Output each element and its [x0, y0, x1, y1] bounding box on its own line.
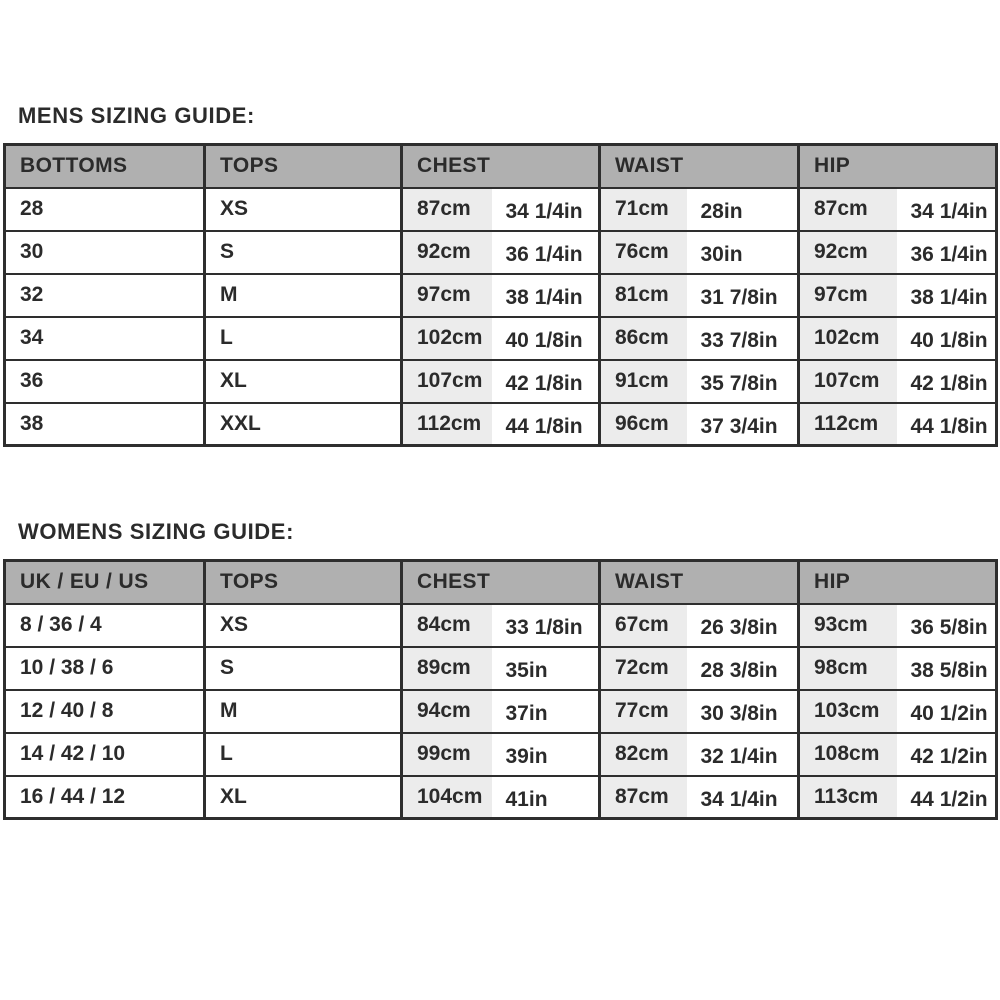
cell-waist-cm: 72cm	[600, 647, 687, 690]
cell-waist-in: 34 1/4in	[687, 776, 799, 819]
cell-waist-cm: 77cm	[600, 690, 687, 733]
cell-size: 36	[5, 360, 205, 403]
table-row	[5, 776, 997, 819]
cell-waist-in: 32 1/4in	[687, 733, 799, 776]
cell-waist-in: 33 7/8in	[687, 317, 799, 360]
cell-chest-cm: 94cm	[402, 690, 492, 733]
table-row	[5, 690, 997, 733]
cell-hip-cm: 92cm	[799, 231, 897, 274]
cell-hip-in: 42 1/8in	[897, 360, 997, 403]
cell-size: 12 / 40 / 8	[5, 690, 205, 733]
cell-top: M	[205, 274, 402, 317]
cell-waist-cm: 67cm	[600, 604, 687, 647]
cell-top: XS	[205, 604, 402, 647]
cell-waist-cm: 86cm	[600, 317, 687, 360]
cell-waist-cm: 87cm	[600, 776, 687, 819]
cell-size: 38	[5, 403, 205, 446]
cell-waist-in: 35 7/8in	[687, 360, 799, 403]
table-row	[5, 604, 997, 647]
cell-chest-in: 44 1/8in	[492, 403, 600, 446]
col-header-hip: HIP	[799, 561, 997, 604]
cell-chest-cm: 102cm	[402, 317, 492, 360]
cell-hip-in: 36 1/4in	[897, 231, 997, 274]
cell-waist-in: 30in	[687, 231, 799, 274]
mens-header-row	[5, 145, 997, 188]
col-header-tops: TOPS	[205, 145, 402, 188]
cell-chest-cm: 84cm	[402, 604, 492, 647]
cell-chest-in: 42 1/8in	[492, 360, 600, 403]
cell-hip-cm: 97cm	[799, 274, 897, 317]
cell-chest-cm: 87cm	[402, 188, 492, 231]
cell-top: XS	[205, 188, 402, 231]
table-row	[5, 647, 997, 690]
mens-size-table	[3, 143, 998, 447]
cell-chest-in: 36 1/4in	[492, 231, 600, 274]
cell-chest-in: 41in	[492, 776, 600, 819]
cell-hip-in: 36 5/8in	[897, 604, 997, 647]
cell-chest-in: 37in	[492, 690, 600, 733]
col-header-waist: WAIST	[600, 561, 799, 604]
cell-size: 32	[5, 274, 205, 317]
cell-waist-cm: 82cm	[600, 733, 687, 776]
cell-chest-cm: 104cm	[402, 776, 492, 819]
col-header-waist: WAIST	[600, 145, 799, 188]
cell-top: XL	[205, 776, 402, 819]
table-row	[5, 188, 997, 231]
cell-waist-cm: 71cm	[600, 188, 687, 231]
cell-size: 14 / 42 / 10	[5, 733, 205, 776]
cell-waist-in: 26 3/8in	[687, 604, 799, 647]
cell-chest-cm: 107cm	[402, 360, 492, 403]
table-row	[5, 274, 997, 317]
cell-chest-in: 38 1/4in	[492, 274, 600, 317]
col-header-bottoms: BOTTOMS	[5, 145, 205, 188]
cell-hip-in: 40 1/8in	[897, 317, 997, 360]
cell-top: XL	[205, 360, 402, 403]
table-row	[5, 403, 997, 446]
cell-waist-cm: 81cm	[600, 274, 687, 317]
womens-size-table	[3, 559, 998, 820]
cell-hip-cm: 113cm	[799, 776, 897, 819]
cell-hip-cm: 93cm	[799, 604, 897, 647]
cell-chest-cm: 89cm	[402, 647, 492, 690]
mens-sizing-section	[3, 104, 995, 447]
womens-sizing-section	[3, 520, 995, 820]
cell-hip-cm: 103cm	[799, 690, 897, 733]
cell-chest-in: 40 1/8in	[492, 317, 600, 360]
cell-hip-in: 40 1/2in	[897, 690, 997, 733]
cell-waist-cm: 76cm	[600, 231, 687, 274]
cell-size: 10 / 38 / 6	[5, 647, 205, 690]
cell-hip-in: 38 1/4in	[897, 274, 997, 317]
cell-hip-in: 38 5/8in	[897, 647, 997, 690]
cell-hip-cm: 87cm	[799, 188, 897, 231]
cell-hip-in: 44 1/2in	[897, 776, 997, 819]
cell-chest-cm: 99cm	[402, 733, 492, 776]
table-row	[5, 231, 997, 274]
cell-top: XXL	[205, 403, 402, 446]
col-header-tops: TOPS	[205, 561, 402, 604]
cell-waist-in: 30 3/8in	[687, 690, 799, 733]
cell-chest-in: 39in	[492, 733, 600, 776]
cell-hip-in: 34 1/4in	[897, 188, 997, 231]
cell-chest-cm: 97cm	[402, 274, 492, 317]
cell-top: L	[205, 317, 402, 360]
cell-waist-in: 37 3/4in	[687, 403, 799, 446]
cell-hip-cm: 112cm	[799, 403, 897, 446]
cell-waist-in: 28 3/8in	[687, 647, 799, 690]
cell-size: 28	[5, 188, 205, 231]
col-header-chest: CHEST	[402, 561, 600, 604]
cell-top: M	[205, 690, 402, 733]
mens-guide-title: MENS SIZING GUIDE:	[18, 103, 255, 128]
cell-hip-cm: 107cm	[799, 360, 897, 403]
cell-size: 16 / 44 / 12	[5, 776, 205, 819]
cell-chest-cm: 92cm	[402, 231, 492, 274]
cell-hip-cm: 98cm	[799, 647, 897, 690]
cell-chest-in: 34 1/4in	[492, 188, 600, 231]
table-row	[5, 360, 997, 403]
mens-table-body	[5, 188, 997, 446]
cell-top: L	[205, 733, 402, 776]
cell-hip-cm: 108cm	[799, 733, 897, 776]
cell-chest-in: 35in	[492, 647, 600, 690]
col-header-uk-eu-us: UK / EU / US	[5, 561, 205, 604]
cell-size: 30	[5, 231, 205, 274]
cell-hip-cm: 102cm	[799, 317, 897, 360]
cell-hip-in: 44 1/8in	[897, 403, 997, 446]
cell-waist-cm: 96cm	[600, 403, 687, 446]
cell-chest-in: 33 1/8in	[492, 604, 600, 647]
cell-top: S	[205, 231, 402, 274]
womens-guide-title: WOMENS SIZING GUIDE:	[18, 519, 294, 544]
cell-waist-in: 28in	[687, 188, 799, 231]
womens-table-body	[5, 604, 997, 819]
cell-waist-in: 31 7/8in	[687, 274, 799, 317]
cell-chest-cm: 112cm	[402, 403, 492, 446]
cell-size: 8 / 36 / 4	[5, 604, 205, 647]
cell-waist-cm: 91cm	[600, 360, 687, 403]
table-row	[5, 733, 997, 776]
col-header-hip: HIP	[799, 145, 997, 188]
col-header-chest: CHEST	[402, 145, 600, 188]
womens-header-row	[5, 561, 997, 604]
cell-size: 34	[5, 317, 205, 360]
table-row	[5, 317, 997, 360]
cell-top: S	[205, 647, 402, 690]
cell-hip-in: 42 1/2in	[897, 733, 997, 776]
